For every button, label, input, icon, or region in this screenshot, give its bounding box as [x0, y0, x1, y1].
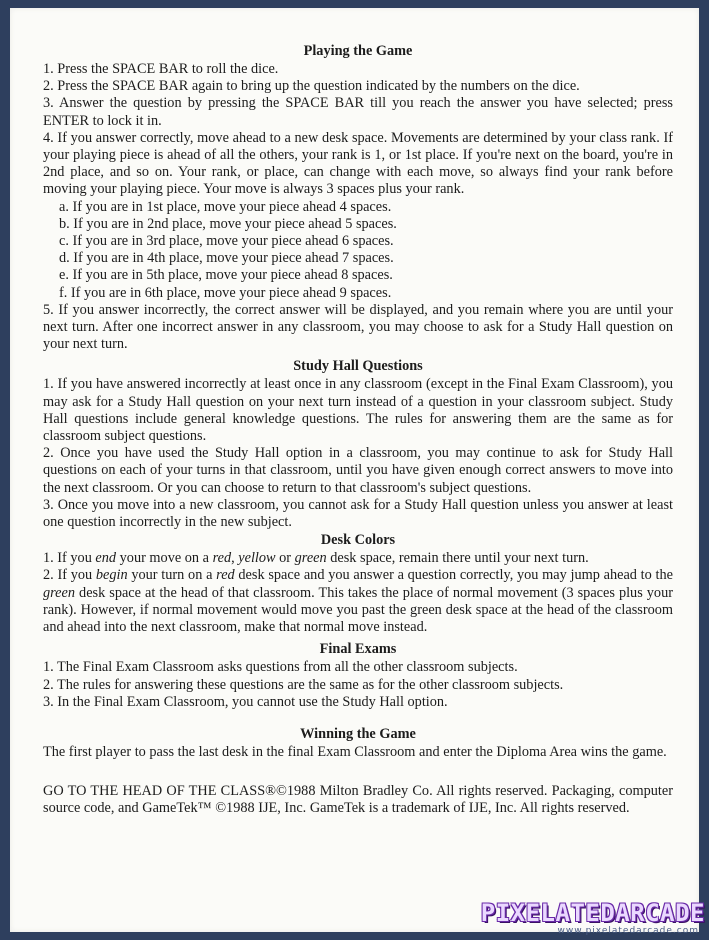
- rule-paragraph: 5. If you answer incorrectly, the correct answer will be displayed, and you remain where you are until your next turn. After one incorrect answer in any classroom, you may choose to ask for a Study Hall question on your next turn.: [43, 301, 673, 353]
- rule-paragraph: The first player to pass the last desk in the final Exam Classroom and enter the Diploma Area wins the game.: [43, 743, 667, 760]
- rule-paragraph: 1. Press the SPACE BAR to roll the dice.: [43, 61, 279, 77]
- watermark-logo-text: PIXELATEDARCADE: [480, 899, 705, 927]
- rank-move-item: b. If you are in 2nd place, move your piece ahead 5 spaces.: [59, 215, 397, 232]
- rule-paragraph: 3. Once you move into a new classroom, you cannot ask for a Study Hall question unless you answer at least one question incorrectly in the new subject.: [43, 496, 673, 531]
- rule-paragraph: 2. Once you have used the Study Hall option in a classroom, you may continue to ask for Study Hall questions on each of your turns in that classroom, until you have given enough correct answers to move into the next classroom. Or you can choose to return to that classroom's subject questions.: [43, 445, 673, 496]
- rule-paragraph: 4. If you answer correctly, move ahead to a new desk space. Movements are determined by your class rank. If your playing piece is ahead of all the others, your rank is 1, or 1st place. If you're next on the board, you're in 2nd place, and so on. Your rank, or place, can change with each move, so always find your rank before moving your playing piece. Your move is always 3 spaces plus your rank.: [43, 129, 673, 198]
- heading-study-hall-questions: Study Hall Questions: [293, 358, 423, 375]
- site-watermark: [481, 900, 705, 937]
- rule-paragraph: 1. If you have answered incorrectly at least once in any classroom (except in the Final Exam Classroom), you may ask for a Study Hall question on your next turn instead of a question in your classroom subject. Study Hall questions include general knowledge questions. The rules for answering them are the same as for classroom subject questions.: [43, 376, 673, 445]
- rule-paragraph: 3. Answer the question by pressing the SPACE BAR till you reach the answer you have selected; press ENTER to lock it in.: [43, 95, 673, 129]
- rule-paragraph: 1. The Final Exam Classroom asks questions from all the other classroom subjects.: [43, 659, 518, 676]
- instruction-page: [10, 8, 699, 932]
- rule-paragraph: 2. Press the SPACE BAR again to bring up the question indicated by the numbers on the dice.: [43, 78, 580, 95]
- copyright-notice: GO TO THE HEAD OF THE CLASS®©1988 Milton Bradley Co. All rights reserved. Packaging, computer source code, and GameTek™ ©1988 IJE, Inc. GameTek is a trademark of IJE, Inc. All rights reserved.: [43, 783, 673, 817]
- rule-paragraph: 1. If you end your move on a red, yellow or green desk space, remain there until your next turn.: [43, 550, 589, 567]
- watermark-url: www.pixelatedarcade.com: [557, 926, 699, 936]
- heading-final-exams: Final Exams: [319, 641, 397, 658]
- rule-paragraph: 2. If you begin your turn on a red desk space and you answer a question correctly, you may jump ahead to the green desk space at the head of that classroom. This takes the place of normal movement (3 spaces plus your rank). However, if normal movement would move you past the green desk space at the head of the classroom and ahead into the next classroom, make that normal move instead.: [43, 567, 673, 636]
- rank-move-item: e. If you are in 5th place, move your piece ahead 8 spaces.: [59, 267, 393, 284]
- heading-desk-colors: Desk Colors: [320, 532, 396, 549]
- rank-move-item: a. If you are in 1st place, move your piece ahead 4 spaces.: [59, 198, 392, 215]
- rank-move-item: f. If you are in 6th place, move your piece ahead 9 spaces.: [59, 284, 392, 301]
- heading-winning-the-game: Winning the Game: [300, 725, 416, 742]
- rank-move-item: d. If you are in 4th place, move your piece ahead 7 spaces.: [59, 250, 394, 267]
- heading-playing-the-game: Playing the Game: [303, 43, 413, 59]
- rule-paragraph: 2. The rules for answering these questions are the same as for the other classroom subjects.: [43, 676, 564, 693]
- rank-move-item: c. If you are in 3rd place, move your piece ahead 6 spaces.: [59, 233, 394, 250]
- rule-paragraph: 3. In the Final Exam Classroom, you cannot use the Study Hall option.: [43, 693, 448, 710]
- page-content: [43, 42, 673, 818]
